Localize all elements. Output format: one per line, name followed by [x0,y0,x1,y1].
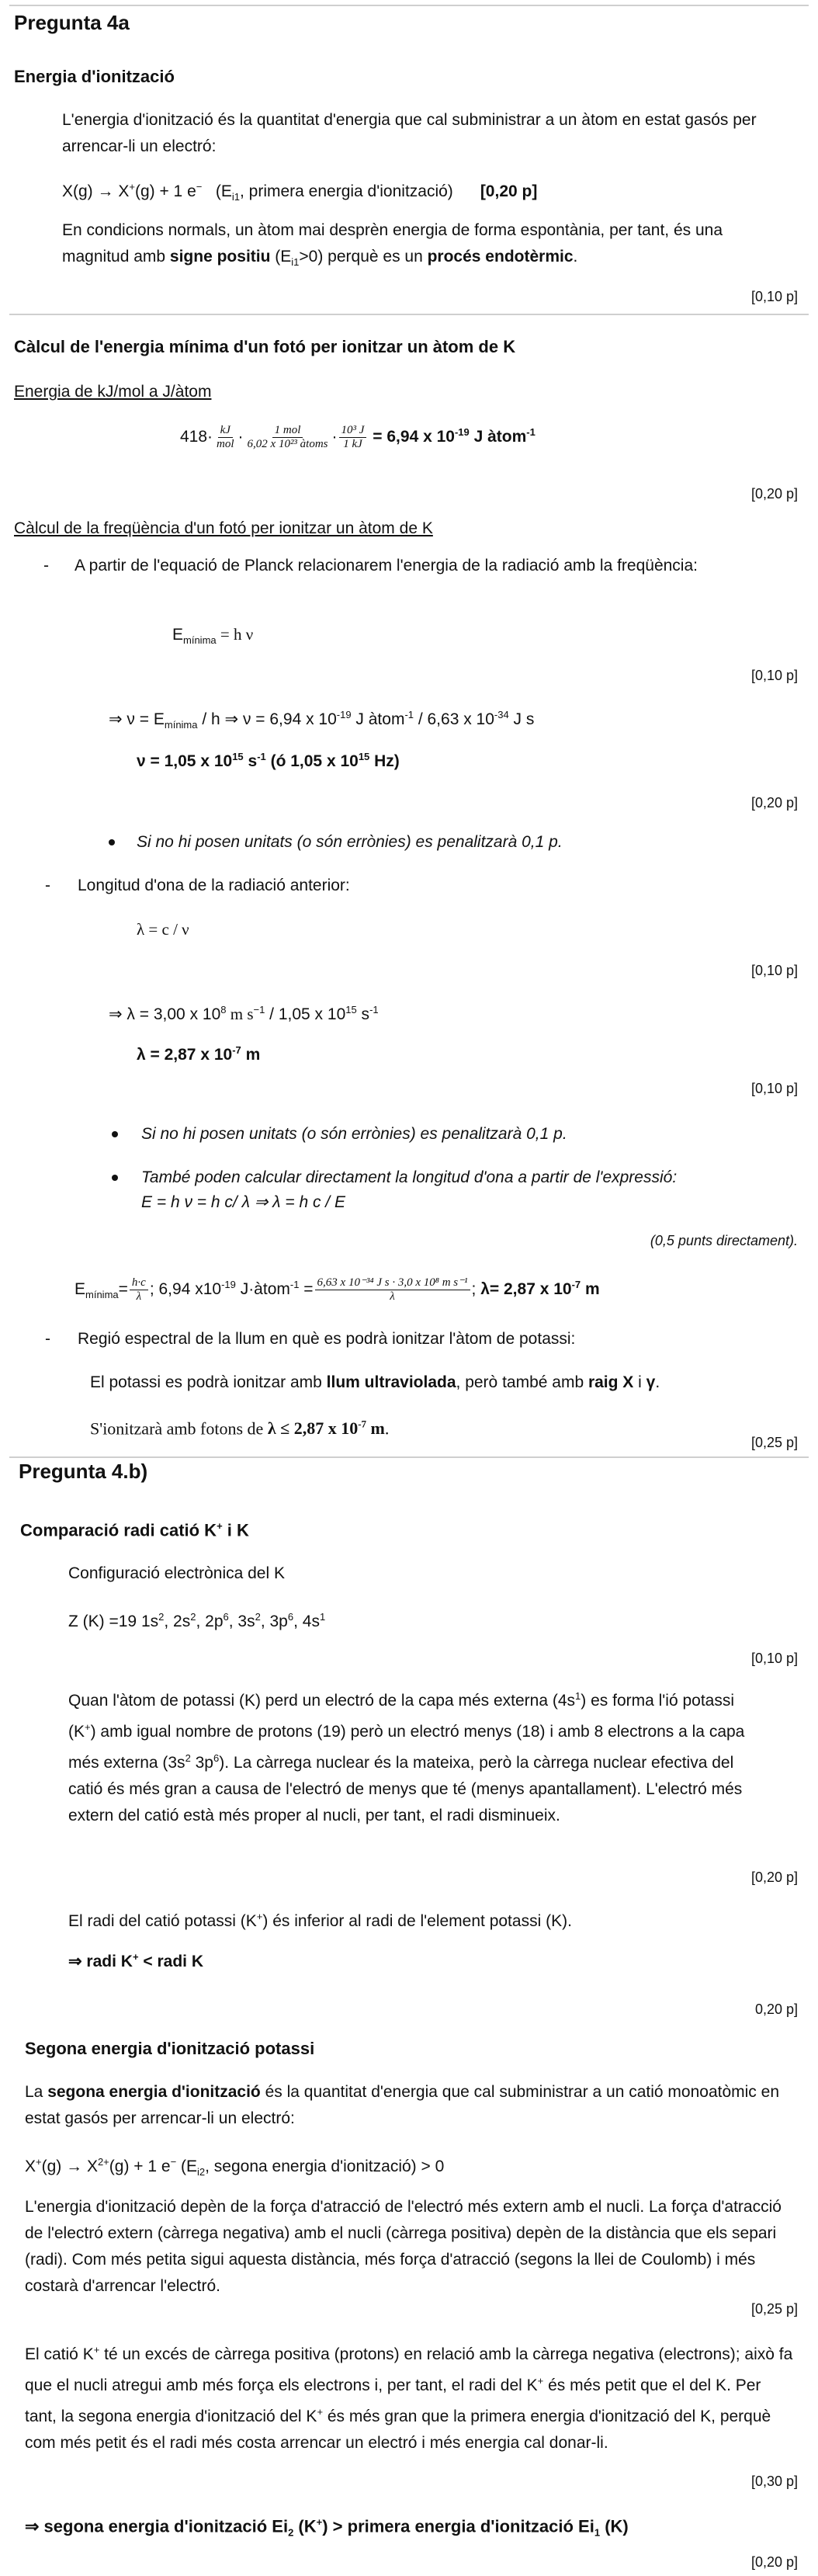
spectral-region-intro: Regió espectral de la llum en què es podrà ionitzar l'àtom de potassi: [78,1330,576,1348]
wavelength-intro: Longitud d'ona de la radiació anterior: [78,877,350,894]
units-penalty-note: Si no hi posen unitats (o són errònies) es penalitzarà 0,1 p. [141,1125,567,1143]
electron-configuration: Z (K) =19 $1s^2$, $2s^2$, $2p^6$, $3s^2$, $3p^6$, $4s^1$ [68,1611,326,1630]
score-label: [0,10 p] [750,668,798,683]
bullet-dot [112,1131,118,1137]
section-heading-ionization-energy: Energia d'ionització [14,67,175,86]
wavelength-equation: λ = c / ν [137,920,189,939]
section-heading-min-energy: Càlcul de l'energia mínima d'un fotó per ionitzar un àtom de K [14,337,516,356]
section-heading-radius-comparison: Comparació radi catió K+ i K [20,1520,249,1540]
radius-statement: El radi del catió potassi (K+) és inferior al radi de l'element potassi (K). [68,1911,572,1930]
radius-result: ⇒ radi K+ < radi K [68,1951,203,1970]
score-label: [0,25 p] [750,2301,798,2317]
score-label: [0,20 p] [750,486,798,502]
cation-paragraph: El catió K+ té un excés de càrrega positiva (protons) en relació amb la càrrega negativa (electrons); això fa que el nucli atregui amb més força els electrons i, per tant, el radi del K+ és més petit que el del K. Per tant, la segona energia d'ionització del K+ és més gran que la primera energia d'ionització del K, perquè com més petit és el radi més costa arrencar un electró i més energia cal donar-li. [25,2344,793,2452]
score-label: [0,25 p] [750,1435,798,1450]
dash-marker: - [45,1330,50,1348]
bullet-dot [112,1175,118,1181]
score-label: [0,20 p] [750,1870,798,1885]
frequency-derivation: ⇒ $\nu = E_{mínima} / h$ ⇒ ν = 6,94 x $10^{-19}$ J àtom$^{-1}$ / 6,63 x $10^{-34}$ J s [109,709,535,731]
score-label: [0,10 p] [750,1651,798,1666]
second-ionization-equation: $X^+(g) \to X^{2+}(g) + 1$ e− ($E_{i2}$, segona energia d'ionització) > 0 [25,2156,445,2178]
wavelength-derivation: ⇒ λ = 3,00 x $10^8$ m $s^{-1} / 1,05$ x $10^{15}$ $s^{-1}$ [109,1004,379,1023]
score-label: [0,10 p] [750,289,798,304]
dash-marker: - [43,557,49,575]
photon-condition: S'ionitzarà amb fotons de λ ≤ 2,87 x $10^{-7}$ m. [90,1418,390,1439]
question-4b-title: Pregunta 4.b) [19,1460,148,1483]
alternative-calculation: $E_{mínima}=$ $\frac{h\cdot c}{\lambda}$ ; 6,94 $x10^{-19}$ J·àtom$^{-1}$ = $\frac{\text{6,63 x 10⁻³⁴ J s · 3,0 x 10⁸ m s⁻¹}}{\lambda}$ ; λ= 2,87 x $10^{-7}$ m [75,1276,600,1303]
alternative-method-note: També poden calcular directament la longitud d'ona a partir de l'expressió: E = h ν = h c/ λ ⇒ λ = h c / E [141,1168,678,1211]
planck-equation: $E_{mínima} = h$ ν [172,625,254,647]
section-heading-second-ionization: Segona energia d'ionització potassi [25,2039,315,2058]
score-label: [0,10 p] [750,963,798,978]
positive-sign-paragraph: En condicions normals, un àtom mai desprèn energia de forma espontània, per tant, és una magnitud amb signe positiu $(E_{i1}>0)$ perquè es un procés endotèrmic. [62,221,723,269]
bullet-dot [109,839,115,845]
electron-config-label: Configuració electrònica del K [68,1564,285,1582]
score-label: [0,20 p] [750,795,798,811]
subheading-unit-conversion: Energia de kJ/mol a J/àtom [14,383,212,401]
score-label: 0,20 p] [754,2001,798,2017]
ionization-energy-result: ⇒ segona energia d'ionització $Ei_2$ (K+) > primera energia d'ionització $Ei_1$ (K) [25,2516,629,2539]
score-label: [0,30 p] [750,2474,798,2489]
top-divider [9,5,809,6]
score-label: [0,20 p] [750,2554,798,2570]
planck-paragraph: A partir de l'equació de Planck relacionarem l'energia de la radiació amb la freqüència: [75,557,698,575]
coulomb-paragraph: L'energia d'ionització depèn de la força d'atracció de l'electró més extern amb el nucli. La força d'atracció de l'electró extern (càrrega negativa) amb el nucli (càrrega positiva) depèn de la distància que els separi (radi). Com més petita sigui aquesta distància, més força d'atracció (segons la llei de Coulomb) i més costarà d'arrencar l'electró. [25,2198,782,2295]
definition-paragraph: L'energia d'ionització és la quantitat d'energia que cal subministrar a un àtom en estat gasós per arrencar-li un electró: [62,111,757,155]
direct-points-note: (0,5 punts directament). [650,1233,798,1248]
spectral-region-answer: El potassi es podrà ionitzar amb llum ultraviolada, però també amb raig X i γ. [90,1373,660,1391]
equation-score: [0,20 p] [480,182,538,200]
energy-conversion-calc: 418· $\frac{kJ}{\text{mol}}$ · $\frac{\text{1 mol}}{\text{6,02 x 10²³ àtoms}}$ · $\frac{\text{10³ J}}{1 kJ}$ = 6,94 x $10^{-19}$ J àtom$^{-1}$ [180,423,536,450]
section-divider [9,314,809,315]
section-divider [9,1456,809,1458]
wavelength-result: λ = 2,87 x $10^{-7}$ m [137,1044,261,1064]
frequency-result: ν = 1,05 x $10^{15}$ $s^{-1}$ (ó 1,05 x $10^{15}$ Hz) [137,751,400,770]
score-label: [0,10 p] [750,1081,798,1096]
second-ionization-definition: La segona energia d'ionització és la quantitat d'energia que cal subministrar a un catió monoatòmic en estat gasós per arrencar-li un electró: [25,2083,779,2127]
subheading-frequency: Càlcul de la freqüència d'un fotó per ionitzar un àtom de K [14,519,433,537]
dash-marker: - [45,877,50,894]
units-penalty-note: Si no hi posen unitats (o són errònies) es penalitzarà 0,1 p. [137,833,563,851]
radius-explanation: Quan l'àtom de potassi (K) perd un electró de la capa més externa $(4s^1)$ es forma l'ió potassi (K+) amb igual nombre de protons (19) però un electró menys (18) i amb 8 electrons a la capa més externa ($3s^2$ $3p^6$). La càrrega nuclear és la mateixa, però la càrrega nuclear efectiva del catió és més gran a causa de l'electró de menys que té (menys apantallament). L'electró més extern del catió està més proper al nucli, per tant, el radi disminueix. [68,1690,745,1824]
ionization-equation: X(g) → X+(g) + 1 e− ($E_{i1}$, primera energia d'ionització) [0,20 p] [62,181,538,203]
question-4a-title: Pregunta 4a [14,11,130,34]
